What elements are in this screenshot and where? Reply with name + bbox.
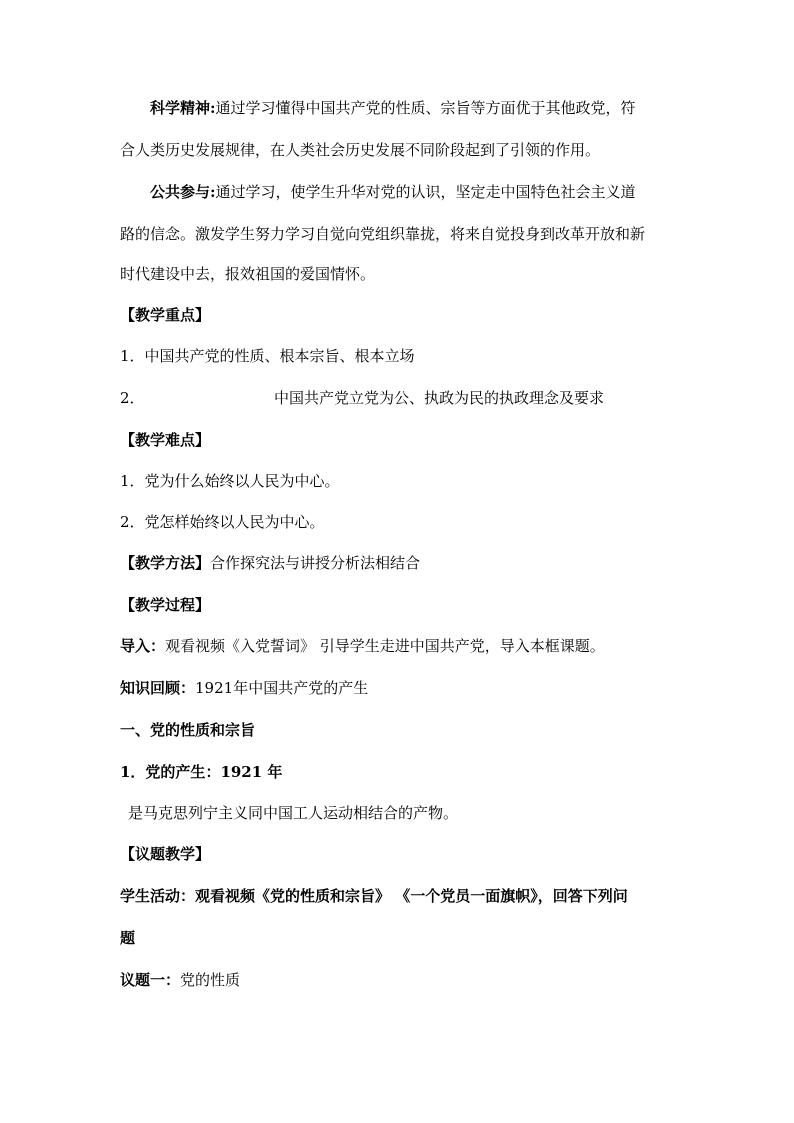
heading-discussion-teaching: 【议题教学】: [120, 845, 211, 863]
heading-teaching-process: 【教学过程】: [120, 596, 211, 614]
key-point-1: 1．中国共产党的性质、根本宗旨、根本立场: [120, 347, 415, 365]
text-public-participation-b: 路的信念。激发学生努力学习自觉向党组织靠拢，将来自觉投身到改革开放和新: [120, 225, 646, 243]
label-science-spirit: 科学精神:: [150, 99, 216, 117]
heading-difficult-points: 【教学难点】: [120, 431, 211, 449]
heading-teaching-method: 【教学方法】: [120, 554, 211, 572]
intro-text: 观看视频《入党誓词》 引导学生走进中国共产党，导入本框课题。: [165, 637, 605, 655]
difficult-point-2: 2．党怎样始终以人民为中心。: [120, 513, 325, 531]
topic-1-label: 议题一：: [120, 971, 181, 989]
difficult-point-1: 1．党为什么始终以人民为中心。: [120, 472, 340, 490]
section-heading-1: 一、党的性质和宗旨: [120, 721, 256, 739]
item-1-heading: 1．党的产生：1921 年: [120, 763, 283, 781]
topic-1-line: [120, 970, 240, 990]
topic-1-text: 党的性质: [180, 971, 241, 989]
intro-label: 导入：: [120, 637, 166, 655]
text-public-participation-c: 时代建设中去，报效祖国的爱国情怀。: [120, 265, 376, 283]
key-point-2-text: 中国共产党立党为公、执政为民的执政理念及要求: [274, 389, 605, 407]
student-activity-b: 题: [120, 929, 136, 947]
teaching-method-text: 合作探究法与讲授分析法相结合: [210, 554, 421, 572]
text-science-spirit-a: 通过学习懂得中国共产党的性质、宗旨等方面优于其他政党，符: [215, 99, 636, 117]
review-label: 知识回顾：: [120, 679, 196, 697]
key-point-2-number: 2．: [120, 389, 145, 407]
paragraph-public-participation: [150, 182, 636, 202]
item-1-text: 是马克思列宁主义同中国工人运动相结合的产物。: [128, 804, 459, 822]
key-point-2: [120, 388, 605, 408]
review-line: [120, 678, 368, 698]
label-public-participation: 公共参与:: [150, 183, 216, 201]
intro-line: [120, 636, 605, 656]
paragraph-science-spirit: [150, 98, 636, 118]
student-activity-a: 学生活动：观看视频《党的性质和宗旨》 《一个党员一面旗帜》，回答下列问: [120, 887, 628, 905]
teaching-method: [120, 553, 420, 573]
heading-key-points: 【教学重点】: [120, 306, 211, 324]
text-public-participation-a: 通过学习，使学生升华对党的认识，坚定走中国特色社会主义道: [215, 183, 636, 201]
review-text: 1921年中国共产党的产生: [195, 679, 369, 697]
text-science-spirit-b: 合人类历史发展规律，在人类社会历史发展不同阶段起到了引领的作用。: [120, 141, 601, 159]
